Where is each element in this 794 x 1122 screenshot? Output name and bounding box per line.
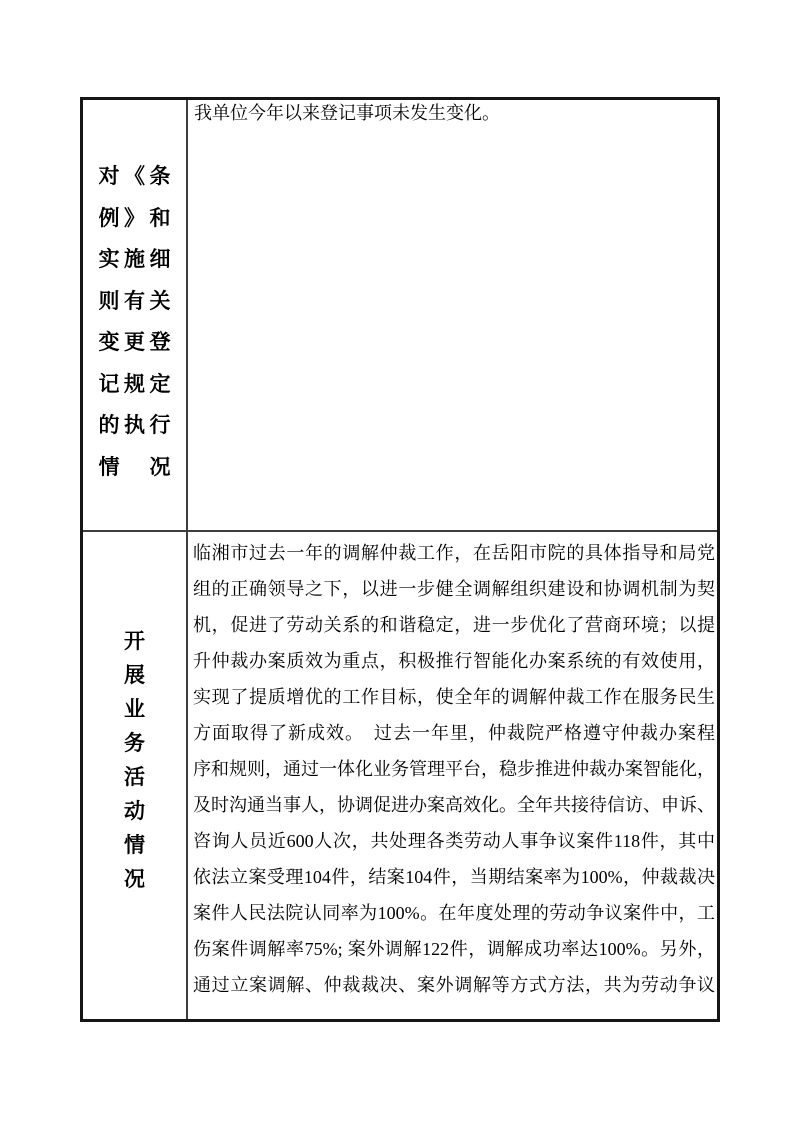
statement-line: 我单位今年以来登记事项未发生变化。 — [194, 103, 500, 123]
label-line: 例》和 — [98, 205, 171, 230]
label-char: 活 — [124, 764, 145, 789]
label-line: 则有关 — [98, 288, 171, 313]
annual-report-table — [80, 97, 720, 1022]
paragraph-line: 伤案件调解率75%; 案外调解122件，调解成功率达100%。另外， — [193, 939, 715, 959]
regulation-compliance-content-cell — [188, 100, 717, 530]
paragraph-line: 序和规则，通过一体化业务管理平台，稳步推进仲裁办案智能化， — [193, 759, 715, 779]
paragraph-line: 通过立案调解、仲裁裁决、案外调解等方式方法，共为劳动争议 — [193, 975, 715, 995]
label-line: 变更登 — [98, 330, 171, 354]
label-char: 况 — [124, 866, 145, 891]
label-char: 情 — [124, 832, 145, 857]
label-char: 动 — [124, 798, 145, 823]
paragraph-line: 升仲裁办案质效为重点，积极推行智能化办案系统的有效使用， — [193, 651, 715, 671]
paragraph-line: 及时沟通当事人，协调促进办案高效化。全年共接待信访、申诉、 — [193, 795, 715, 815]
label-char: 展 — [124, 662, 145, 687]
paragraph-line: 组的正确领导之下，以进一步健全调解组织建设和协调机制为契 — [193, 579, 715, 599]
paragraph-line: 实现了提质增优的工作目标，使全年的调解仲裁工作在服务民生 — [193, 687, 715, 707]
paragraph-line: 机，促进了劳动关系的和谐稳定，进一步优化了营商环境；以提 — [193, 615, 715, 635]
business-activities-content-cell — [188, 532, 717, 1019]
label-line: 记规定 — [98, 371, 171, 396]
paragraph-line: 咨询人员近600人次，共处理各类劳动人事争议案件118件，其中 — [193, 831, 715, 851]
paragraph-line: 临湘市过去一年的调解仲裁工作，在岳阳市院的具体指导和局党 — [193, 543, 715, 563]
row-business-activities — [83, 532, 717, 1019]
label-line: 对《条 — [98, 164, 171, 188]
label-line: 实施细 — [98, 247, 171, 271]
paragraph-line: 依法立案受理104件，结案104件，当期结案率为100%，仲裁裁决 — [193, 867, 715, 887]
business-activities-label — [121, 624, 149, 896]
business-activities-label-cell — [83, 532, 188, 1019]
paragraph-line: 案件人民法院认同率为100%。在年度处理的劳动争议案件中，工 — [193, 903, 715, 923]
label-char: 开 — [124, 628, 145, 653]
regulation-compliance-label — [99, 156, 171, 488]
label-line: 情 况 — [98, 454, 171, 479]
label-char: 业 — [124, 696, 145, 721]
row-regulation-compliance — [83, 100, 717, 532]
paragraph-line: 方面取得了新成效。 过去一年里，仲裁院严格遵守仲裁办案程 — [193, 723, 715, 743]
label-char: 务 — [124, 730, 145, 755]
label-line: 的执行 — [98, 413, 171, 437]
regulation-compliance-label-cell — [83, 100, 188, 530]
